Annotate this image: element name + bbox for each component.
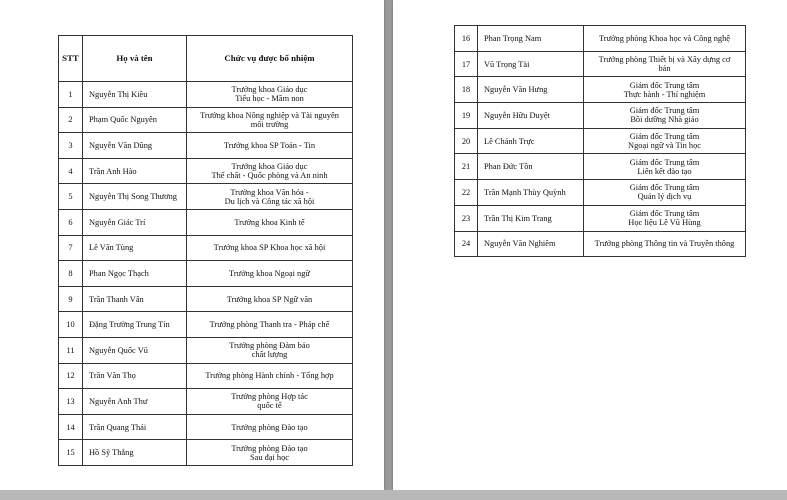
cell-name: Phan Trọng Nam	[478, 26, 584, 52]
table-row	[455, 180, 746, 206]
cell-name: Nguyễn Anh Thư	[83, 389, 187, 415]
cell-name: Nguyễn Thị Song Thương	[83, 184, 187, 210]
cell-position: Trưởng phòng Hành chính - Tổng hợp	[187, 363, 353, 389]
table-row	[59, 337, 353, 363]
cell-position: Trưởng khoa Giáo dục Tiểu học - Mầm non	[187, 82, 353, 108]
cell-position: Giám đốc Trung tâm Thực hành - Thí nghiệm	[584, 77, 746, 103]
cell-position: Trưởng phòng Thiết bị và Xây dựng cơ bản	[584, 51, 746, 77]
cell-position: Trưởng phòng Hợp tác quốc tế	[187, 389, 353, 415]
table-row	[59, 440, 353, 466]
cell-position: Trưởng khoa Văn hóa - Du lịch và Công tác xã hội	[187, 184, 353, 210]
cell-stt: 5	[59, 184, 83, 210]
cell-stt: 2	[59, 107, 83, 133]
table-row	[59, 389, 353, 415]
cell-position: Trưởng phòng Đào tạo	[187, 414, 353, 440]
cell-stt: 12	[59, 363, 83, 389]
cell-stt: 18	[455, 77, 478, 103]
cell-stt: 9	[59, 286, 83, 312]
table-row	[59, 209, 353, 235]
cell-name: Hồ Sỹ Thắng	[83, 440, 187, 466]
cell-name: Nguyễn Giác Trí	[83, 209, 187, 235]
table-row	[59, 286, 353, 312]
cell-stt: 19	[455, 103, 478, 129]
cell-name: Trần Quang Thái	[83, 414, 187, 440]
cell-name: Nguyễn Hữu Duyệt	[478, 103, 584, 129]
cell-stt: 8	[59, 261, 83, 287]
cell-name: Phan Đức Tồn	[478, 154, 584, 180]
cell-name: Đặng Trường Trung Tín	[83, 312, 187, 338]
cell-stt: 15	[59, 440, 83, 466]
cell-name: Trần Văn Thọ	[83, 363, 187, 389]
appointment-table-left	[58, 35, 353, 466]
cell-name: Nguyễn Văn Hưng	[478, 77, 584, 103]
table-row	[59, 414, 353, 440]
cell-stt: 21	[455, 154, 478, 180]
cell-position: Trưởng khoa SP Ngữ văn	[187, 286, 353, 312]
table-row	[455, 231, 746, 257]
appointment-table-right	[454, 25, 746, 257]
cell-stt: 3	[59, 133, 83, 159]
cell-position: Giám đốc Trung tâm Học liệu Lê Vũ Hùng	[584, 205, 746, 231]
table-row	[455, 26, 746, 52]
cell-position: Trưởng khoa Nông nghiệp và Tài nguyên môi trường	[187, 107, 353, 133]
cell-position: Trưởng khoa Ngoại ngữ	[187, 261, 353, 287]
table-row	[59, 184, 353, 210]
cell-name: Nguyễn Thị Kiều	[83, 82, 187, 108]
cell-name: Trần Thị Kim Trang	[478, 205, 584, 231]
cell-position: Trưởng phòng Đào tạo Sau đại học	[187, 440, 353, 466]
table-row	[455, 103, 746, 129]
header-name: Họ và tên	[83, 36, 187, 82]
table-row	[59, 107, 353, 133]
table-row	[59, 261, 353, 287]
cell-position: Trưởng khoa SP Khoa học xã hội	[187, 235, 353, 261]
cell-name: Nguyễn Quốc Vũ	[83, 337, 187, 363]
cell-stt: 13	[59, 389, 83, 415]
cell-position: Giám đốc Trung tâm Bồi dưỡng Nhà giáo	[584, 103, 746, 129]
table-row	[455, 51, 746, 77]
cell-name: Trần Anh Hào	[83, 158, 187, 184]
table-row	[59, 363, 353, 389]
cell-position: Trưởng phòng Đảm bảo chất lượng	[187, 337, 353, 363]
table-row	[59, 133, 353, 159]
table-row	[455, 154, 746, 180]
cell-name: Vũ Trọng Tài	[478, 51, 584, 77]
cell-stt: 14	[59, 414, 83, 440]
table-row	[59, 158, 353, 184]
cell-position: Trưởng khoa SP Toán - Tin	[187, 133, 353, 159]
cell-stt: 23	[455, 205, 478, 231]
cell-stt: 20	[455, 128, 478, 154]
cell-stt: 4	[59, 158, 83, 184]
table-row	[455, 77, 746, 103]
cell-position: Giám đốc Trung tâm Quản lý dịch vụ	[584, 180, 746, 206]
cell-name: Lê Văn Tùng	[83, 235, 187, 261]
cell-stt: 24	[455, 231, 478, 257]
cell-stt: 6	[59, 209, 83, 235]
cell-position: Giám đốc Trung tâm Liên kết đào tạo	[584, 154, 746, 180]
cell-stt: 17	[455, 51, 478, 77]
cell-name: Nguyễn Văn Dũng	[83, 133, 187, 159]
cell-name: Trần Thanh Vân	[83, 286, 187, 312]
cell-position: Giám đốc Trung tâm Ngoại ngữ và Tin học	[584, 128, 746, 154]
cell-name: Phạm Quốc Nguyên	[83, 107, 187, 133]
cell-position: Trưởng phòng Khoa học và Công nghệ	[584, 26, 746, 52]
cell-stt: 1	[59, 82, 83, 108]
cell-name: Phan Ngọc Thạch	[83, 261, 187, 287]
table-row	[59, 82, 353, 108]
cell-stt: 10	[59, 312, 83, 338]
header-stt: STT	[59, 36, 83, 82]
cell-name: Lê Chánh Trực	[478, 128, 584, 154]
cell-position: Trưởng phòng Thông tin và Truyền thông	[584, 231, 746, 257]
cell-position: Trưởng khoa Kinh tế	[187, 209, 353, 235]
cell-stt: 22	[455, 180, 478, 206]
cell-name: Nguyễn Văn Nghiêm	[478, 231, 584, 257]
table-row	[455, 128, 746, 154]
header-position: Chức vụ được bổ nhiệm	[187, 36, 353, 82]
cell-position: Trưởng khoa Giáo dục Thể chất - Quốc phòng và An ninh	[187, 158, 353, 184]
table-header-row	[59, 36, 353, 82]
table-row	[455, 205, 746, 231]
table-row	[59, 235, 353, 261]
cell-stt: 7	[59, 235, 83, 261]
cell-position: Trưởng phòng Thanh tra - Pháp chế	[187, 312, 353, 338]
table-row	[59, 312, 353, 338]
cell-stt: 11	[59, 337, 83, 363]
cell-name: Trần Mạnh Thùy Quỳnh	[478, 180, 584, 206]
page-gap-strip	[0, 490, 787, 500]
cell-stt: 16	[455, 26, 478, 52]
